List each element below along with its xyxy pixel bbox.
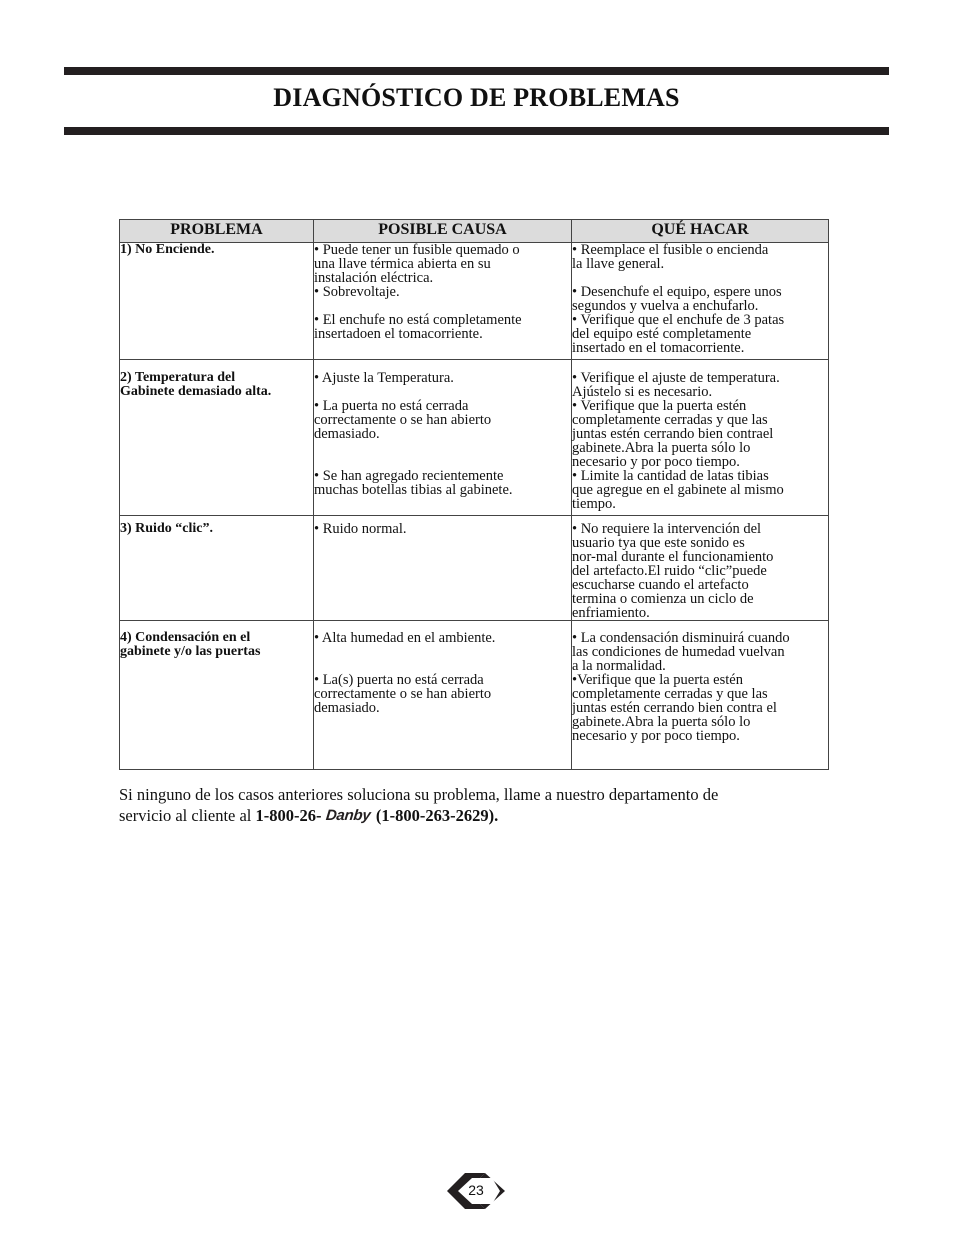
cause-text: correctamente o se han abierto	[314, 412, 492, 428]
solution-text: • La condensación disminuirá cuando	[572, 630, 790, 646]
footer-line-1: Si ninguno de los casos anteriores soluciona su problema, llame a nuestro departamento de	[119, 785, 719, 804]
cause-cell	[314, 621, 572, 770]
solution-text: insertado en el tomacorriente.	[572, 340, 745, 356]
problem-cell	[120, 243, 314, 360]
solution-text: enfriamiento.	[572, 605, 650, 621]
solution-text: necesario y por poco tiempo.	[572, 728, 740, 744]
solution-text: gabinete.Abra la puerta sólo lo	[572, 714, 751, 730]
solution-cell	[572, 621, 829, 770]
phone-prefix: 1-800-26-	[255, 806, 322, 825]
solution-text: necesario y por poco tiempo.	[572, 454, 740, 470]
service-contact-note	[119, 784, 839, 826]
top-rule	[64, 67, 889, 75]
cause-cell	[314, 360, 572, 516]
page-number: 23	[468, 1182, 484, 1198]
solution-text: a la normalidad.	[572, 658, 666, 674]
solution-text: tiempo.	[572, 496, 616, 512]
cause-text: • La(s) puerta no está cerrada	[314, 672, 484, 688]
problem-cell	[120, 360, 314, 516]
cause-text: instalación eléctrica.	[314, 270, 434, 286]
solution-text: las condiciones de humedad vuelvan	[572, 644, 785, 660]
solution-text: gabinete.Abra la puerta sólo lo	[572, 440, 751, 456]
cause-text: • Ruido normal.	[314, 521, 407, 537]
table-row	[120, 360, 829, 516]
problem-text: Gabinete demasiado alta.	[120, 384, 272, 399]
footer-line-2	[119, 805, 839, 826]
solution-text: la llave general.	[572, 256, 665, 272]
solution-text: • Limite la cantidad de latas tibias	[572, 468, 769, 484]
solution-text: nor-mal durante el funcionamiento	[572, 549, 774, 565]
solution-cell	[572, 360, 829, 516]
solution-text: • Verifique el ajuste de temperatura.	[572, 370, 780, 386]
table-row	[120, 516, 829, 621]
problem-text: 1) No Enciende.	[120, 242, 215, 257]
cause-text: insertadoen el tomacorriente.	[314, 326, 483, 342]
solution-text: completamente cerradas y que las	[572, 412, 768, 428]
solution-text: juntas estén cerrando bien contrael	[572, 426, 774, 442]
solution-cell	[572, 516, 829, 621]
solution-text: •Verifique que la puerta estén	[572, 672, 743, 688]
problem-text: 3) Ruido “clic”.	[120, 521, 213, 536]
cause-text: demasiado.	[314, 700, 380, 716]
solution-text: del artefacto.El ruido “clic”puede	[572, 563, 767, 579]
solution-cell	[572, 243, 829, 360]
cause-text: correctamente o se han abierto	[314, 686, 492, 702]
cause-text: • Ajuste la Temperatura.	[314, 370, 454, 386]
solution-text: del equipo esté completamente	[572, 326, 752, 342]
problem-cell	[120, 621, 314, 770]
header-problem: PROBLEMA	[120, 220, 314, 243]
header-cause: POSIBLE CAUSA	[314, 220, 572, 243]
problem-cell	[120, 516, 314, 621]
table-row	[120, 243, 829, 360]
solution-text: • Reemplace el fusible o encienda	[572, 242, 769, 258]
phone-number: (1-800-263-2629).	[375, 806, 499, 825]
problem-text: gabinete y/o las puertas	[120, 644, 261, 659]
solution-text: que agregue en el gabinete al mismo	[572, 482, 784, 498]
cause-text: • Sobrevoltaje.	[314, 284, 400, 300]
cause-text: • Alta humedad en el ambiente.	[314, 630, 496, 646]
header-solution: QUÉ HACAR	[572, 220, 829, 243]
footer-line-2-prefix: servicio al cliente al	[119, 806, 256, 825]
solution-text: juntas estén cerrando bien contra el	[572, 700, 777, 716]
solution-text: • Verifique que la puerta estén	[572, 398, 747, 414]
problem-text: 2) Temperatura del	[120, 370, 236, 385]
solution-text: • Verifique que el enchufe de 3 patas	[572, 312, 785, 328]
solution-text: termina o comienza un ciclo de	[572, 591, 754, 607]
table-row	[120, 621, 829, 770]
danby-logo: Danby	[324, 807, 371, 824]
cause-text: una llave térmica abierta en su	[314, 256, 491, 272]
cause-text: muchas botellas tibias al gabinete.	[314, 482, 513, 498]
cause-text: • La puerta no está cerrada	[314, 398, 469, 414]
cause-text: demasiado.	[314, 426, 380, 442]
cause-text: • El enchufe no está completamente	[314, 312, 522, 328]
cause-cell	[314, 516, 572, 621]
solution-text: Ajústelo si es necesario.	[572, 384, 713, 400]
cause-cell	[314, 243, 572, 360]
troubleshooting-table	[119, 219, 829, 770]
solution-text: • No requiere la intervención del	[572, 521, 762, 537]
solution-text: segundos y vuelva a enchufarlo.	[572, 298, 759, 314]
bottom-rule	[64, 127, 889, 135]
cause-text: • Puede tener un fusible quemado o	[314, 242, 520, 258]
cause-text: • Se han agregado recientemente	[314, 468, 504, 484]
problem-text: 4) Condensación en el	[120, 630, 251, 645]
page-title: DIAGNÓSTICO DE PROBLEMAS	[273, 83, 680, 112]
table-header-row	[120, 220, 829, 243]
solution-text: • Desenchufe el equipo, espere unos	[572, 284, 782, 300]
solution-text: usuario tya que este sonido es	[572, 535, 745, 551]
solution-text: completamente cerradas y que las	[572, 686, 768, 702]
solution-text: escucharse cuando el artefacto	[572, 577, 749, 593]
